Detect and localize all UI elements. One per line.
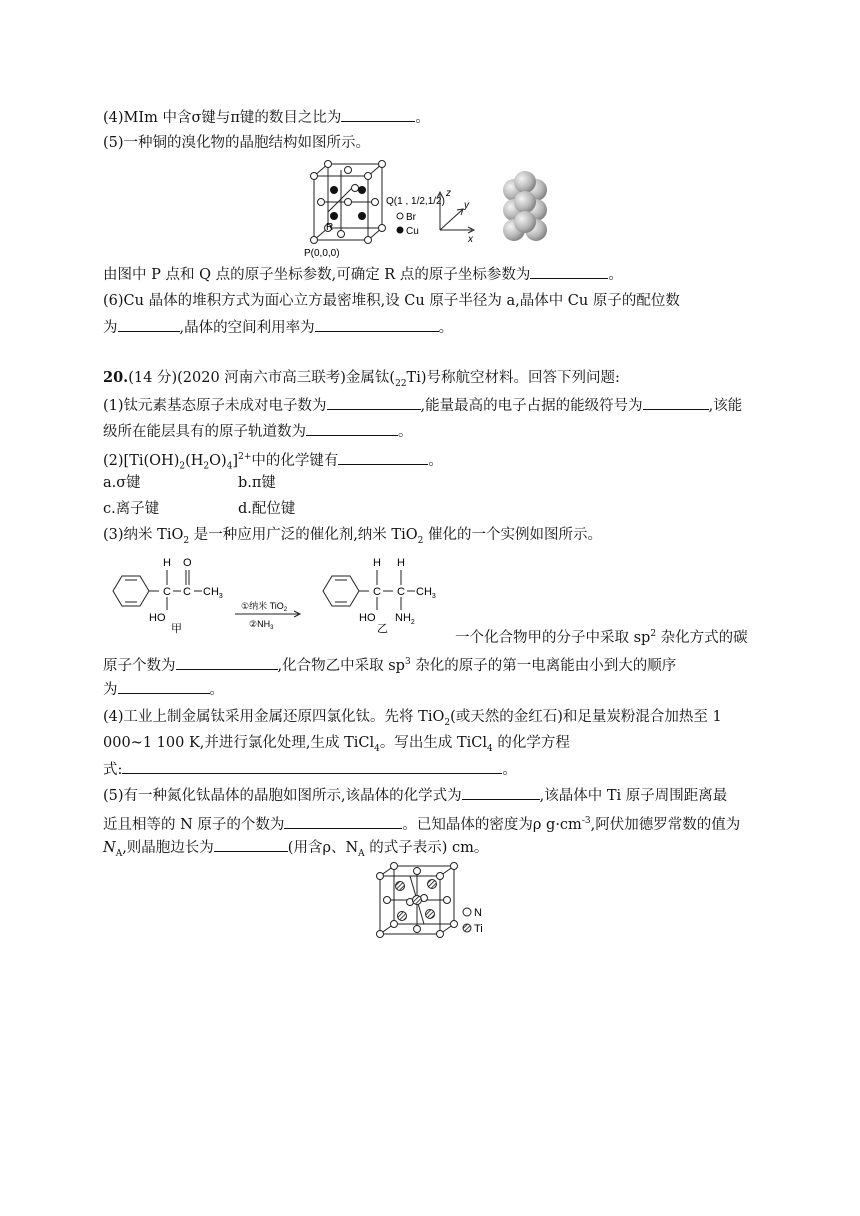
punct: 。: [428, 452, 443, 469]
text: 级所在能层具有的原子轨道数为: [103, 424, 306, 440]
text: ,该能: [708, 398, 743, 414]
q20-part5-line1: [103, 785, 727, 806]
text: (1)钛元素基态原子未成对电子数为: [103, 398, 327, 414]
point-r-label: R: [326, 222, 334, 233]
condition-1: ①纳米 TiO$_2$: [241, 601, 288, 613]
text: 000~1 100 K,并进行氯化处理,生成 TiCl: [103, 735, 375, 751]
text: 。已知晶体的密度为ρ g·cm: [402, 816, 582, 833]
question-heading: (14 分)(2020 河南六市高三联考)金属钛(: [128, 370, 396, 386]
text: ,该晶体中 Ti 原子周围距离最: [539, 788, 728, 804]
q20-part4-line2: [103, 733, 570, 759]
question-heading-rest: Ti)号称航空材料。回答下列问题:: [406, 370, 620, 386]
question-number: 20.: [103, 369, 129, 386]
answer-blank[interactable]: [122, 759, 502, 774]
punct: 。: [398, 424, 413, 440]
text: (H: [185, 452, 204, 469]
subscript: 2: [417, 535, 424, 546]
answer-blank[interactable]: [118, 317, 180, 332]
text: ,则晶胞边长为: [122, 840, 214, 856]
superscript: 2+: [238, 452, 252, 462]
q20-part1-line1: [103, 395, 742, 416]
text: 一个化合物甲的分子中采取 sp: [455, 629, 651, 646]
answer-blank[interactable]: [530, 264, 608, 279]
q20-part3: [103, 525, 602, 551]
point-q-label: Q(1 , 1/2,1/2): [386, 196, 445, 207]
text: (5)有一种氮化钛晶体的晶胞如图所示,该晶体的化学式为: [103, 788, 462, 804]
answer-blank[interactable]: [341, 107, 415, 122]
punct: 。: [438, 320, 454, 336]
text: 的化学方程: [492, 735, 570, 751]
compound-jia-label: 甲: [171, 623, 182, 635]
axes-icon: [437, 192, 474, 233]
q20-part5-line2: [103, 811, 740, 835]
text: 。写出生成 TiCl: [379, 735, 488, 751]
text: (2)[Ti(OH): [103, 452, 180, 469]
n-legend-symbol: [463, 908, 471, 916]
punct: 。: [502, 762, 517, 778]
q20-part4-line1: [103, 707, 722, 733]
subscript: 4: [487, 743, 493, 754]
answer-blank[interactable]: [118, 679, 210, 694]
answer-blank[interactable]: [176, 655, 278, 670]
option-c: c.离子键: [103, 501, 160, 517]
atom-label: H: [163, 557, 171, 569]
superscript: -3: [581, 816, 591, 826]
punct: 。: [608, 267, 623, 283]
axis-z-label: z: [446, 188, 451, 199]
text: 催化的一个实例如图所示。: [423, 527, 602, 543]
point-p-label: P(0,0,0): [304, 248, 340, 259]
compound-yi-label: 乙: [377, 623, 388, 635]
option-d: d.配位键: [238, 501, 296, 517]
subscript: A: [358, 848, 365, 859]
axis-x-label: x: [468, 234, 473, 245]
text: (或天然的金红石)和足量炭粉混合加热至 1: [450, 709, 722, 725]
text: ,化合物乙中采取 sp: [277, 657, 405, 674]
q20-part1-line2: [103, 421, 413, 442]
subscript: 4: [226, 461, 233, 472]
text: 式:: [103, 762, 123, 778]
q20-part3-question-line1: [455, 624, 748, 648]
atom-label: H: [397, 557, 405, 569]
q20-part3-question-line3: [103, 679, 224, 700]
hydroxyl-label: HO: [149, 612, 166, 624]
text: 原子个数为: [103, 657, 176, 674]
q19-part6-text: (6)Cu 晶体的堆积方式为面心立方最密堆积,设 Cu 原子半径为 a,晶体中 Cu 原子的配位数: [103, 293, 680, 309]
br-legend-label: Br: [406, 212, 416, 223]
condition-2: $②NH_3$: [249, 619, 274, 631]
option-b: b.π键: [238, 475, 276, 491]
text: 近且相等的 N 原子的个数为: [103, 816, 285, 833]
copper-bromide-unit-cell-figure: [300, 160, 570, 260]
q19-part4-text: (4)MIm 中含σ键与π键的数目之比为: [103, 110, 342, 126]
answer-blank[interactable]: [214, 837, 288, 852]
text: (用含ρ、N: [287, 840, 359, 856]
q19-part6-line1: [103, 291, 680, 311]
text: ,晶体的空间利用率为: [179, 320, 315, 336]
option-a: a.σ键: [103, 475, 141, 491]
superscript: 2: [650, 629, 657, 639]
text: (3)纳米 TiO: [103, 527, 184, 543]
q19-part5-text: (5)一种铜的溴化物的晶胞结构如图所示。: [103, 135, 371, 151]
q20-part5-line3: [103, 837, 488, 864]
q19-part4: [103, 107, 430, 128]
q20-options-row1: [103, 473, 276, 493]
br-legend-symbol: [397, 213, 403, 219]
answer-blank[interactable]: [327, 395, 421, 410]
q19-part5-question: [103, 264, 623, 285]
text: 为: [103, 320, 118, 336]
punct: 。: [209, 682, 224, 698]
ti-legend-label: Ti: [474, 923, 483, 935]
cu-legend-symbol: [397, 227, 404, 234]
q20-part3-question-line2: [103, 652, 676, 676]
subscript: 2: [444, 717, 451, 728]
text: 中的化学键有: [251, 452, 339, 469]
text: (4)工业上制金属钛采用金属还原四氯化钛。先将 TiO: [103, 709, 445, 725]
q20-options-row2: [103, 499, 295, 519]
n-legend-label: N: [474, 907, 482, 919]
atom-label: H: [373, 557, 381, 569]
answer-blank[interactable]: [462, 785, 540, 800]
cu-legend-label: Cu: [406, 226, 419, 237]
subscript: A: [115, 848, 123, 859]
text: 是一种应用广泛的催化剂,纳米 TiO: [189, 527, 418, 543]
answer-blank[interactable]: [315, 317, 439, 332]
methyl-label: $CH_3$: [416, 586, 436, 600]
atom-label: C: [183, 586, 191, 598]
text: N: [103, 840, 116, 856]
titanium-nitride-unit-cell-figure: [372, 862, 502, 942]
answer-blank[interactable]: [306, 421, 398, 436]
ti-legend-symbol: [463, 924, 471, 932]
answer-blank[interactable]: [284, 814, 402, 829]
atom-label: C: [397, 586, 405, 598]
q19-part6-line2: [103, 317, 453, 338]
text: O): [209, 452, 227, 469]
subscript: 22: [395, 378, 407, 389]
br-atoms: [311, 161, 386, 244]
reaction-scheme-figure: [103, 550, 453, 640]
subscript: 2: [183, 535, 190, 546]
hydroxyl-label: HO: [359, 612, 376, 624]
q19-part5: [103, 133, 370, 153]
text: 杂化方式的碳: [656, 629, 748, 646]
amino-label: $NH_2$: [395, 612, 415, 626]
answer-blank[interactable]: [338, 450, 428, 465]
atom-label: C: [373, 586, 381, 598]
text: 的式子表示) cm。: [364, 840, 489, 856]
answer-blank[interactable]: [643, 395, 709, 410]
subscript: 2: [179, 461, 186, 472]
axis-y-label: y: [464, 200, 469, 211]
text: 杂化的原子的第一电离能由小到大的顺序: [410, 657, 677, 674]
q20-heading: [103, 368, 620, 394]
text: ,能量最高的电子占据的能级符号为: [420, 398, 643, 414]
subscript: 4: [374, 743, 380, 754]
text: 为: [103, 682, 118, 698]
punct: 。: [415, 110, 430, 126]
atom-label: C: [163, 586, 171, 598]
text: ,阿伏加德罗常数的值为: [590, 816, 741, 833]
q20-part4-line3: [103, 759, 517, 780]
subscript: 2: [203, 461, 210, 472]
superscript: 3: [404, 657, 411, 667]
methyl-label: $CH_3$: [203, 586, 223, 600]
atom-label: O: [183, 557, 192, 569]
text: ]: [232, 452, 239, 469]
q19-part5-question-text: 由图中 P 点和 Q 点的原子坐标参数,可确定 R 点的原子坐标参数为: [103, 267, 531, 283]
close-packed-spheres-model: [503, 171, 547, 241]
